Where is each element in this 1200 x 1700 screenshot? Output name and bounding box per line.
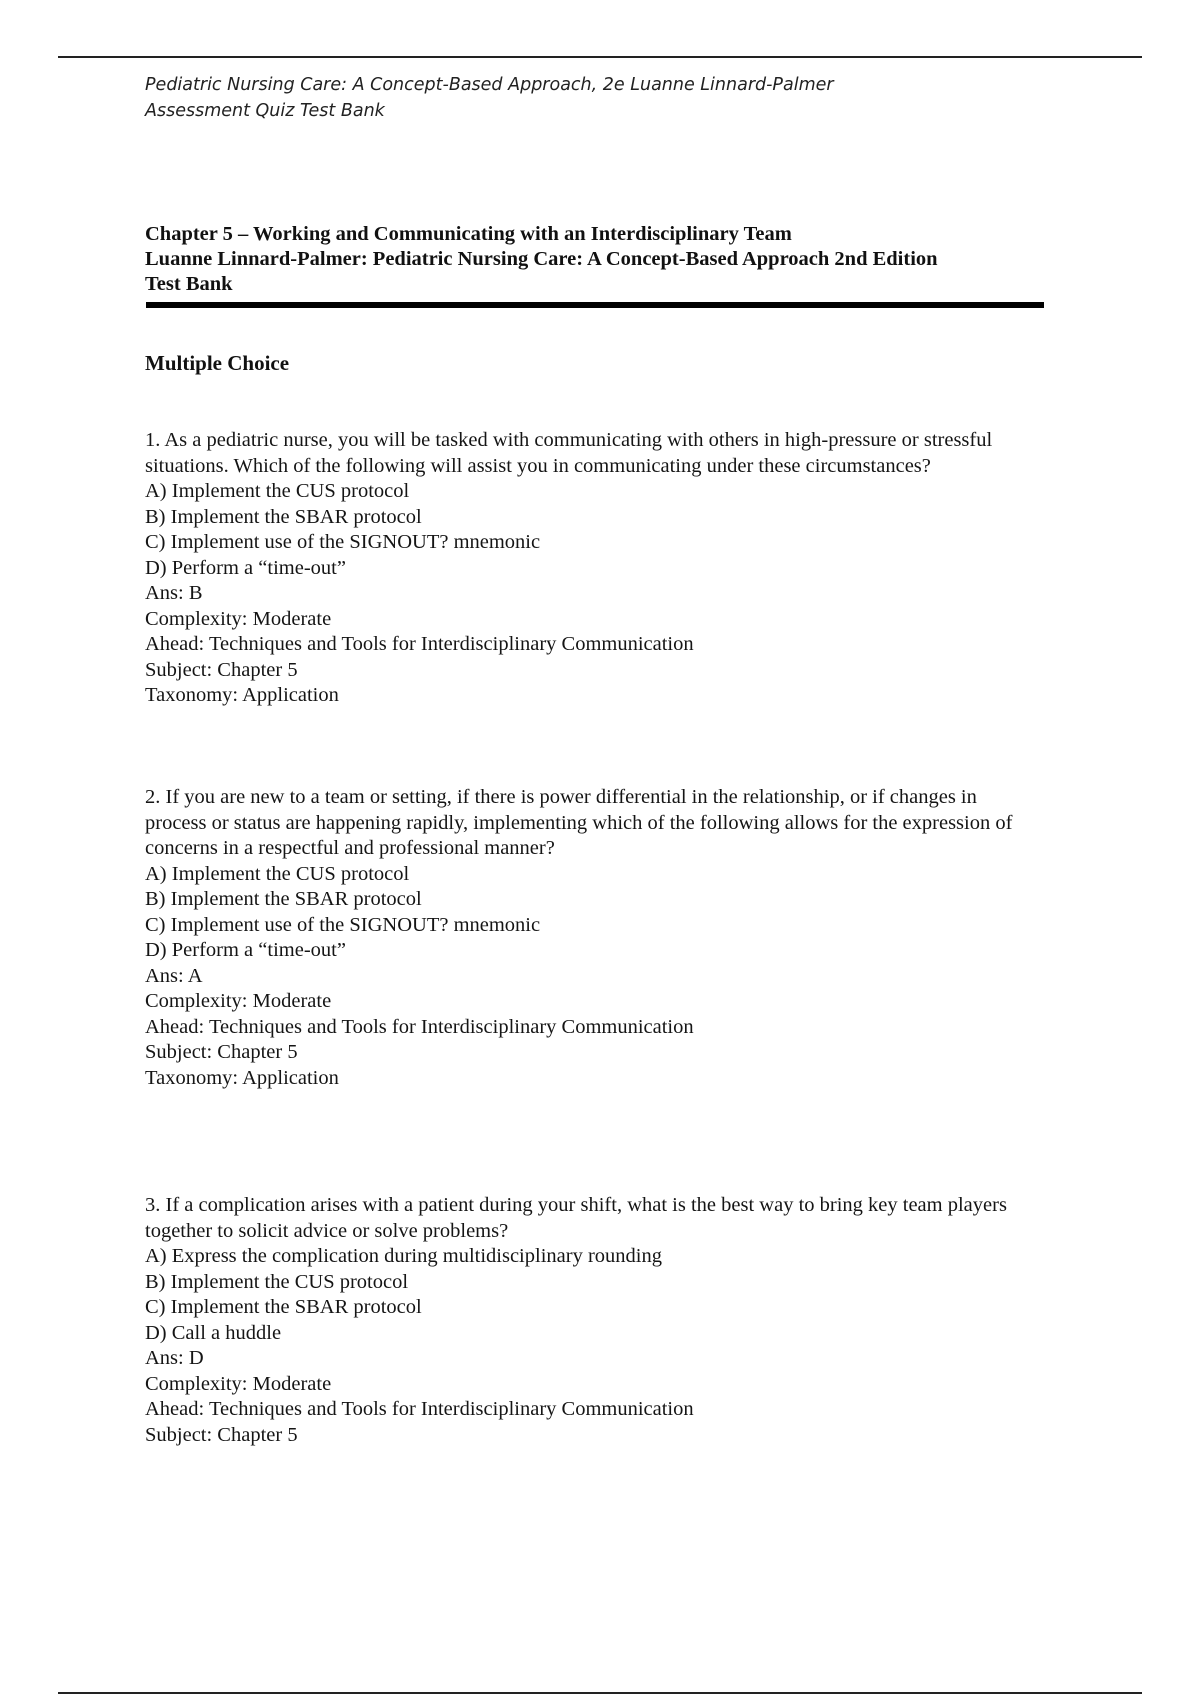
question-stem-line: 3. If a complication arises with a patient during your shift, what is the best way to bring key team players xyxy=(145,1194,1007,1216)
chapter-title-block xyxy=(145,222,938,297)
answer: Ans: A xyxy=(145,964,203,987)
question-2 xyxy=(145,785,1095,1091)
taxonomy: Taxonomy: Application xyxy=(145,684,339,706)
section-heading: Multiple Choice xyxy=(145,351,290,375)
question-stem-line: 1. As a pediatric nurse, you will be tasked with communicating with others in high-pressure or stressful xyxy=(145,429,993,451)
complexity: Complexity: Moderate xyxy=(145,607,332,630)
option-c: C) Implement use of the SIGNOUT? mnemonic xyxy=(145,913,541,936)
subject: Subject: Chapter 5 xyxy=(145,1041,298,1063)
option-c: C) Implement use of the SIGNOUT? mnemonic xyxy=(145,531,541,553)
book-title: Luanne Linnard-Palmer: Pediatric Nursing Care: A Concept-Based Approach 2nd Edition xyxy=(145,248,938,270)
question-stem-line: concerns in a respectful and professional manner? xyxy=(145,837,555,859)
option-d: D) Perform a “time-out” xyxy=(145,939,346,961)
option-c: C) Implement the SBAR protocol xyxy=(145,1296,422,1318)
ahead: Ahead: Techniques and Tools for Interdisciplinary Communication xyxy=(145,1398,694,1420)
question-stem-line: situations. Which of the following will assist you in communicating under these circumstances? xyxy=(145,454,931,477)
complexity: Complexity: Moderate xyxy=(145,990,332,1012)
question-3 xyxy=(145,1193,1095,1448)
taxonomy: Taxonomy: Application xyxy=(145,1066,339,1089)
ahead: Ahead: Techniques and Tools for Interdisciplinary Communication xyxy=(145,633,694,655)
option-a: A) Implement the CUS protocol xyxy=(145,480,410,502)
question-stem-line: together to solicit advice or solve problems? xyxy=(145,1219,509,1242)
complexity: Complexity: Moderate xyxy=(145,1372,332,1395)
chapter-title: Chapter 5 – Working and Communicating with an Interdisciplinary Team xyxy=(145,223,792,245)
question-stem-line: process or status are happening rapidly, implementing which of the following allows for the expression of xyxy=(145,811,1013,834)
bottom-rule xyxy=(58,1692,1142,1694)
ahead: Ahead: Techniques and Tools for Interdisciplinary Communication xyxy=(145,1015,694,1038)
answer: Ans: B xyxy=(145,582,203,604)
option-a: A) Express the complication during multidisciplinary rounding xyxy=(145,1245,662,1267)
option-d: D) Call a huddle xyxy=(145,1321,282,1344)
answer: Ans: D xyxy=(145,1347,204,1369)
option-b: B) Implement the CUS protocol xyxy=(145,1270,409,1293)
title-underline xyxy=(146,302,1044,308)
test-bank-label: Test Bank xyxy=(145,273,233,295)
question-1 xyxy=(145,428,1095,709)
running-header-line-2: Assessment Quiz Test Bank xyxy=(145,101,385,121)
subject: Subject: Chapter 5 xyxy=(145,658,298,681)
running-header xyxy=(145,72,834,124)
option-b: B) Implement the SBAR protocol xyxy=(145,505,422,528)
option-b: B) Implement the SBAR protocol xyxy=(145,888,422,910)
question-stem-line: 2. If you are new to a team or setting, if there is power differential in the relationship, or if changes in xyxy=(145,786,977,808)
option-d: D) Perform a “time-out” xyxy=(145,556,346,579)
running-header-line-1: Pediatric Nursing Care: A Concept-Based Approach, 2e Luanne Linnard-Palmer xyxy=(145,75,834,95)
top-rule xyxy=(58,56,1142,58)
option-a: A) Implement the CUS protocol xyxy=(145,862,410,885)
subject: Subject: Chapter 5 xyxy=(145,1423,298,1446)
